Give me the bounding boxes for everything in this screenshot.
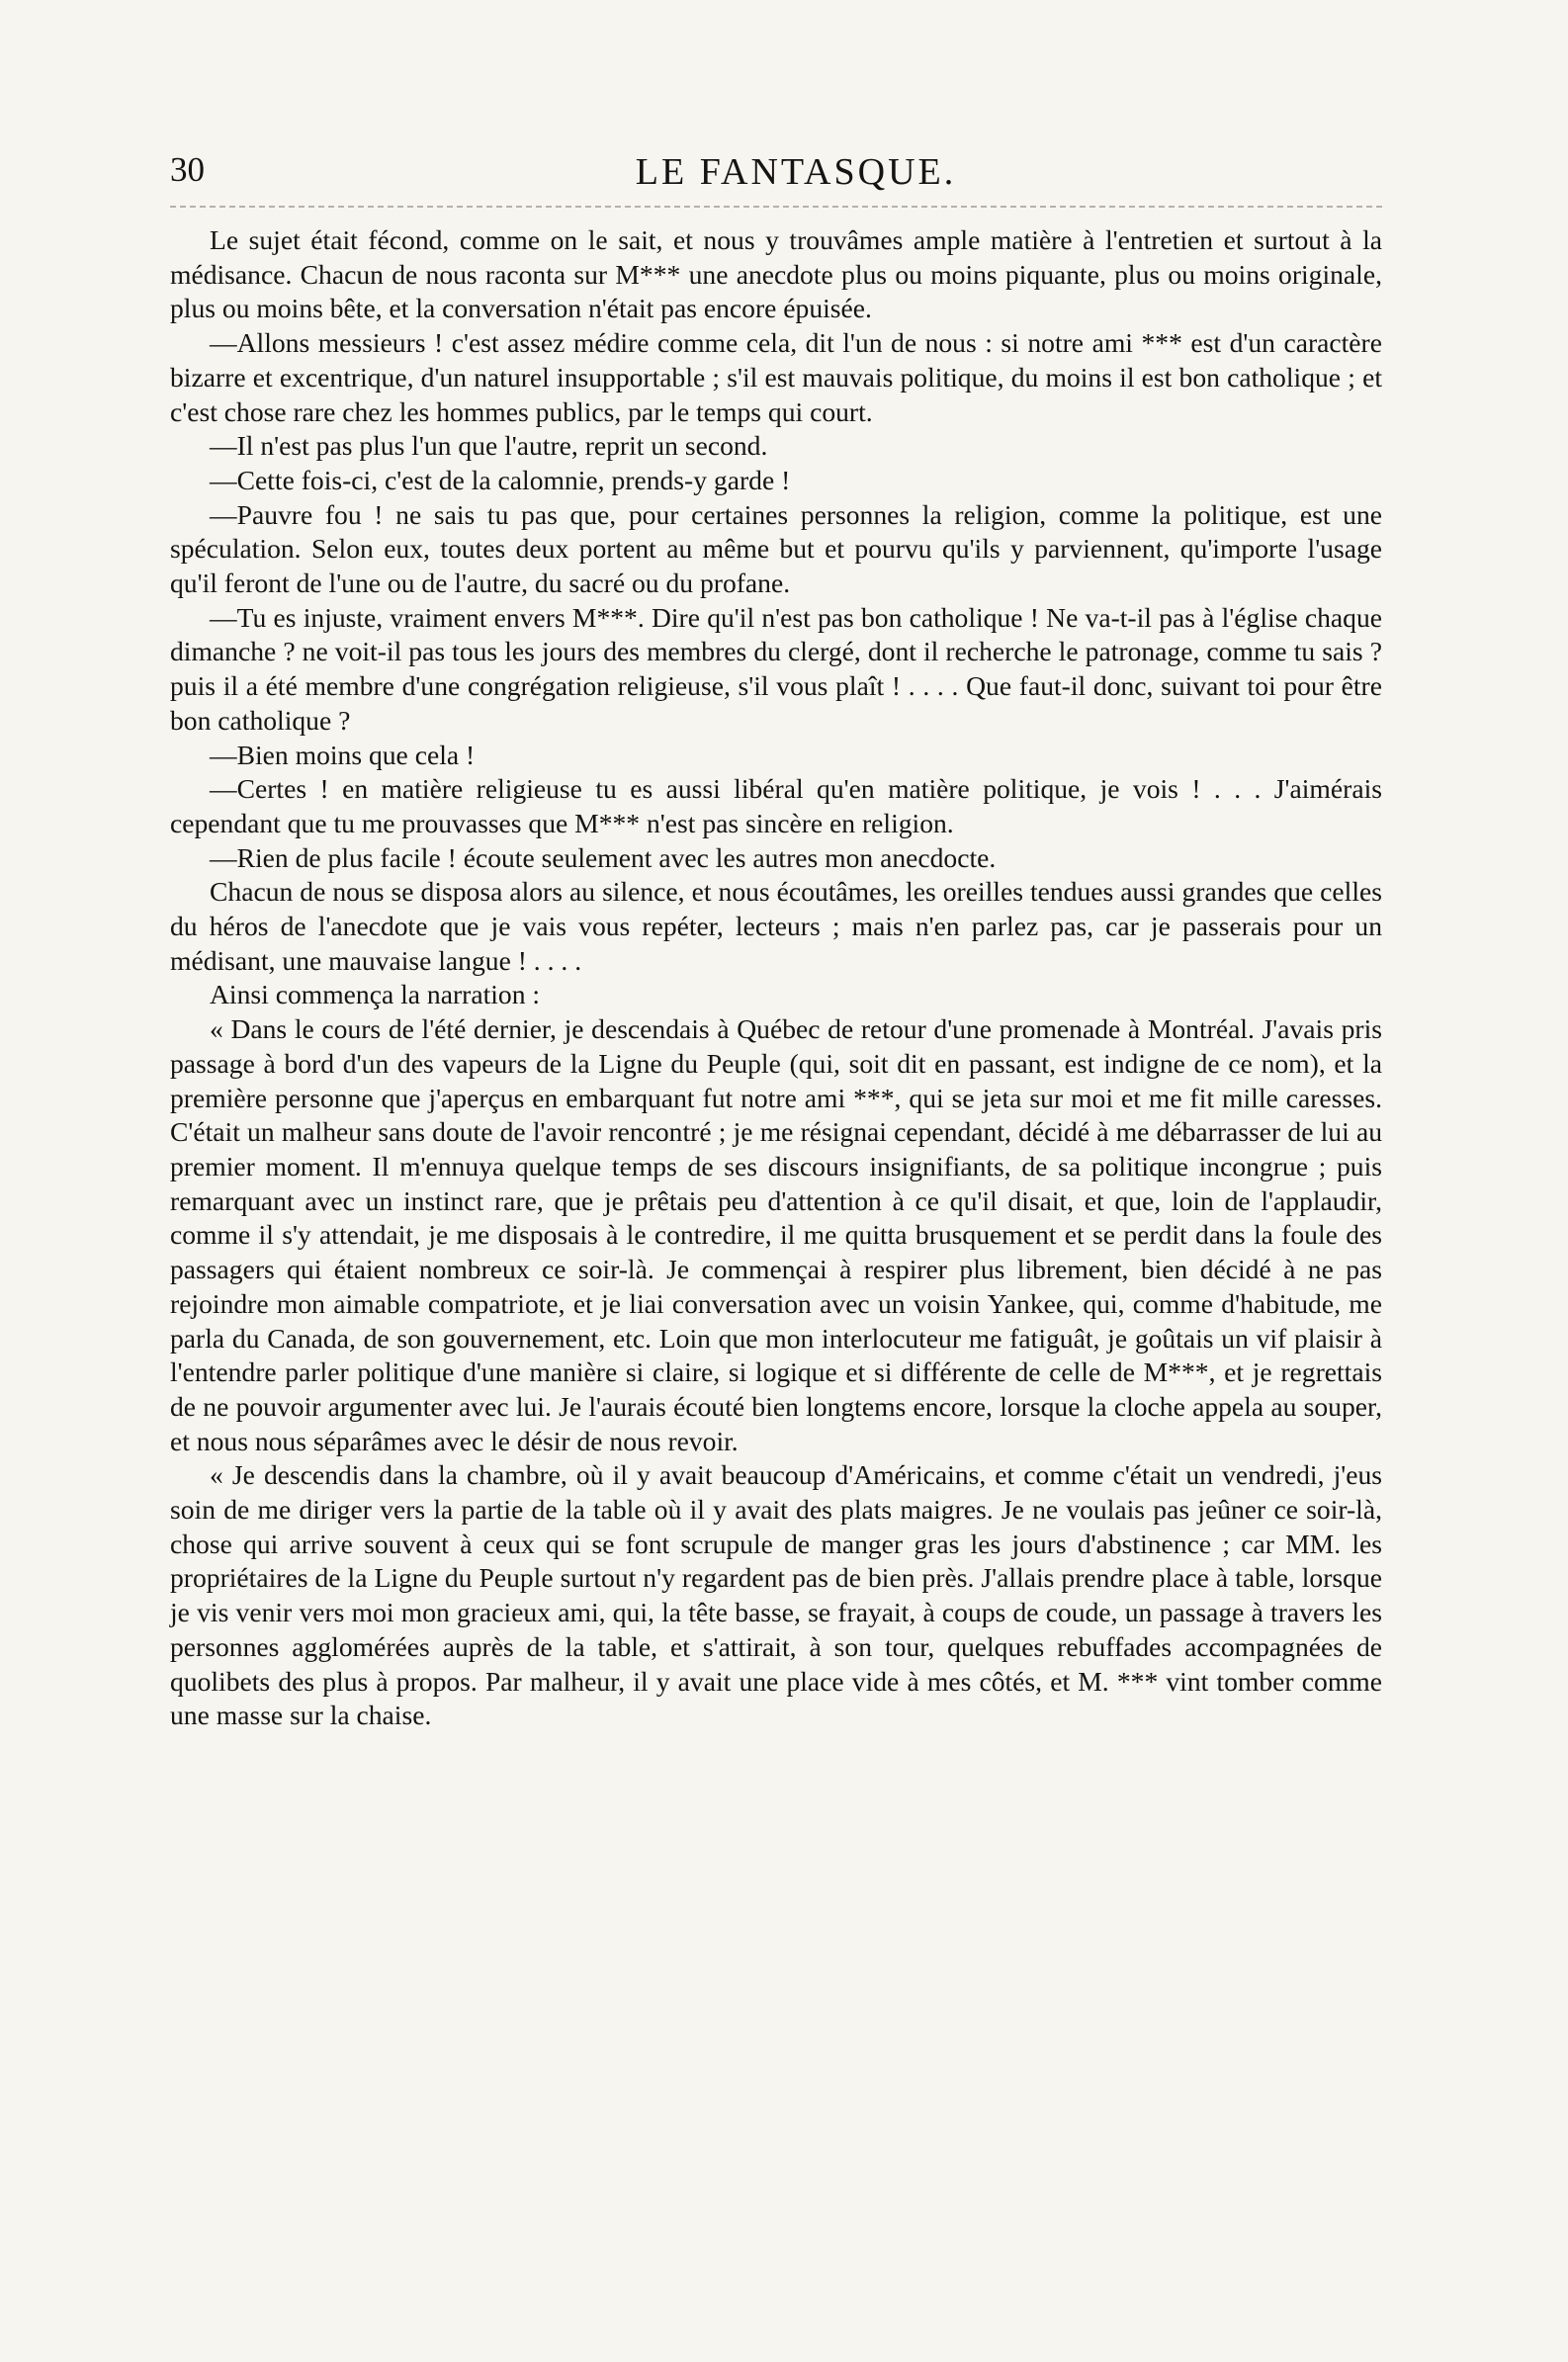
paragraph: Ainsi commença la narration : <box>210 979 541 1010</box>
paragraph: —Tu es injuste, vraiment envers M***. Dire qu'il n'est pas bon catholique ! Ne va-t-il pas à l'église chaque dimanche ? ne voit-il pas tous les jours des membres du clergé, dont il recherche le patronage, comme tu sais ? puis il a été membre d'une congrégation religieuse, s'il vous plaît ! . . . . Que faut-il donc, suivant toi pour être bon catholique ? <box>170 601 1382 736</box>
paragraph: —Bien moins que cela ! <box>210 739 476 770</box>
paragraph: « Dans le cours de l'été dernier, je descendais à Québec de retour d'une promenade à Montréal. J'avais pris passage à bord d'un des vapeurs de la Ligne du Peuple (qui, soit dit en passant, est indigne de ce nom), et la première personne que j'aperçus en embarquant fut notre ami ***, qui se jeta sur moi et me fit mille caresses. C'était un malheur sans doute de l'avoir rencontré ; je me résignai cependant, décidé à me débarrasser de lui au premier moment. Il m'ennuya quelque temps de ses discours insignifiants, de sa politique incongrue ; puis remarquant avec un instinct rare, que je prêtais peu d'attention à ce qu'il disait, et que, loin de l'applaudir, comme il s'y attendait, je me disposais à le contredire, il me quitta brusquement et se perdit dans la foule des passagers qui étaient nombreux ce soir-là. Je commençai à respirer plus librement, bien décidé à ne pas rejoindre mon aimable compatriote, et je liai conversation avec un voisin Yankee, qui, comme d'habitude, me parla du Canada, de son gouvernement, etc. Loin que mon interlocuteur me fatiguât, je goûtais un vif plaisir à l'entendre parler politique d'une manière si claire, si logique et si différente de celle de M***, et je regrettais de ne pouvoir argumenter avec lui. Je l'aurais écouté bien longtems encore, lorsque la cloche appela au souper, et nous nous séparâmes avec le désir de nous revoir. <box>170 1013 1382 1456</box>
paragraph: —Cette fois-ci, c'est de la calomnie, prends-y garde ! <box>210 464 791 495</box>
paragraph: —Rien de plus facile ! écoute seulement avec les autres mon anecdocte. <box>210 841 997 873</box>
running-title: LE FANTASQUE. <box>635 151 957 193</box>
header-rule <box>170 206 1382 208</box>
paragraph: Chacun de nous se disposa alors au silence, et nous écoutâmes, les oreilles tendues aussi grandes que celles du héros de l'anecdote que je vais vous repéter, lecteurs ; mais n'en parlez pas, car je passerais pour un médisant, une mauvaise langue ! . . . . <box>170 876 1382 976</box>
paragraph: Le sujet était fécond, comme on le sait, et nous y trouvâmes ample matière à l'entretien et surtout à la médisance. Chacun de nous raconta sur M*** une anecdote plus ou moins piquante, plus ou moins originale, plus ou moins bête, et la conversation n'était pas encore épuisée. <box>170 224 1382 324</box>
paragraph: « Je descendis dans la chambre, où il y avait beaucoup d'Américains, et comme c'était un vendredi, j'eus soin de me diriger vers la partie de la table où il y avait des plats maigres. Je ne voulais pas jeûner ce soir-là, chose qui arrive souvent à ceux qui se font scrupule de manger gras les jours d'abstinence ; car MM. les propriétaires de la Ligne du Peuple surtout n'y regardent pas de bien près. J'allais prendre place à table, lorsque je vis venir vers moi mon gracieux ami, qui, la tête basse, se frayait, à coups de coude, un passage à travers les personnes agglomérées auprès de la table, et s'attirait, à son tour, quelques rebuffades accompagnées de quolibets des plus à propos. Par malheur, il y avait une place vide à mes côtés, et M. *** vint tomber comme une masse sur la chaise. <box>170 1459 1382 1731</box>
paragraph: —Allons messieurs ! c'est assez médire comme cela, dit l'un de nous : si notre ami *** est d'un caractère bizarre et excentrique, d'un naturel insupportable ; s'il est mauvais politique, du moins il est bon catholique ; et c'est chose rare chez les hommes publics, par le temps qui court. <box>170 327 1382 427</box>
paragraph: —Certes ! en matière religieuse tu es aussi libéral qu'en matière politique, je vois ! . . . J'aimérais cependant que tu me prouvasses que M*** n'est pas sincère en religion. <box>170 773 1382 838</box>
body-text <box>170 223 1382 1733</box>
page-header <box>170 150 1382 206</box>
paragraph: —Pauvre fou ! ne sais tu pas que, pour certaines personnes la religion, comme la politique, est une spéculation. Selon eux, toutes deux portent au même but et pourvu qu'ils y parviennent, qu'importe l'usage qu'il feront de l'une ou de l'autre, du sacré ou du profane. <box>170 498 1382 599</box>
paragraph: —Il n'est pas plus l'un que l'autre, reprit un second. <box>210 430 768 462</box>
page-number: 30 <box>170 150 205 189</box>
